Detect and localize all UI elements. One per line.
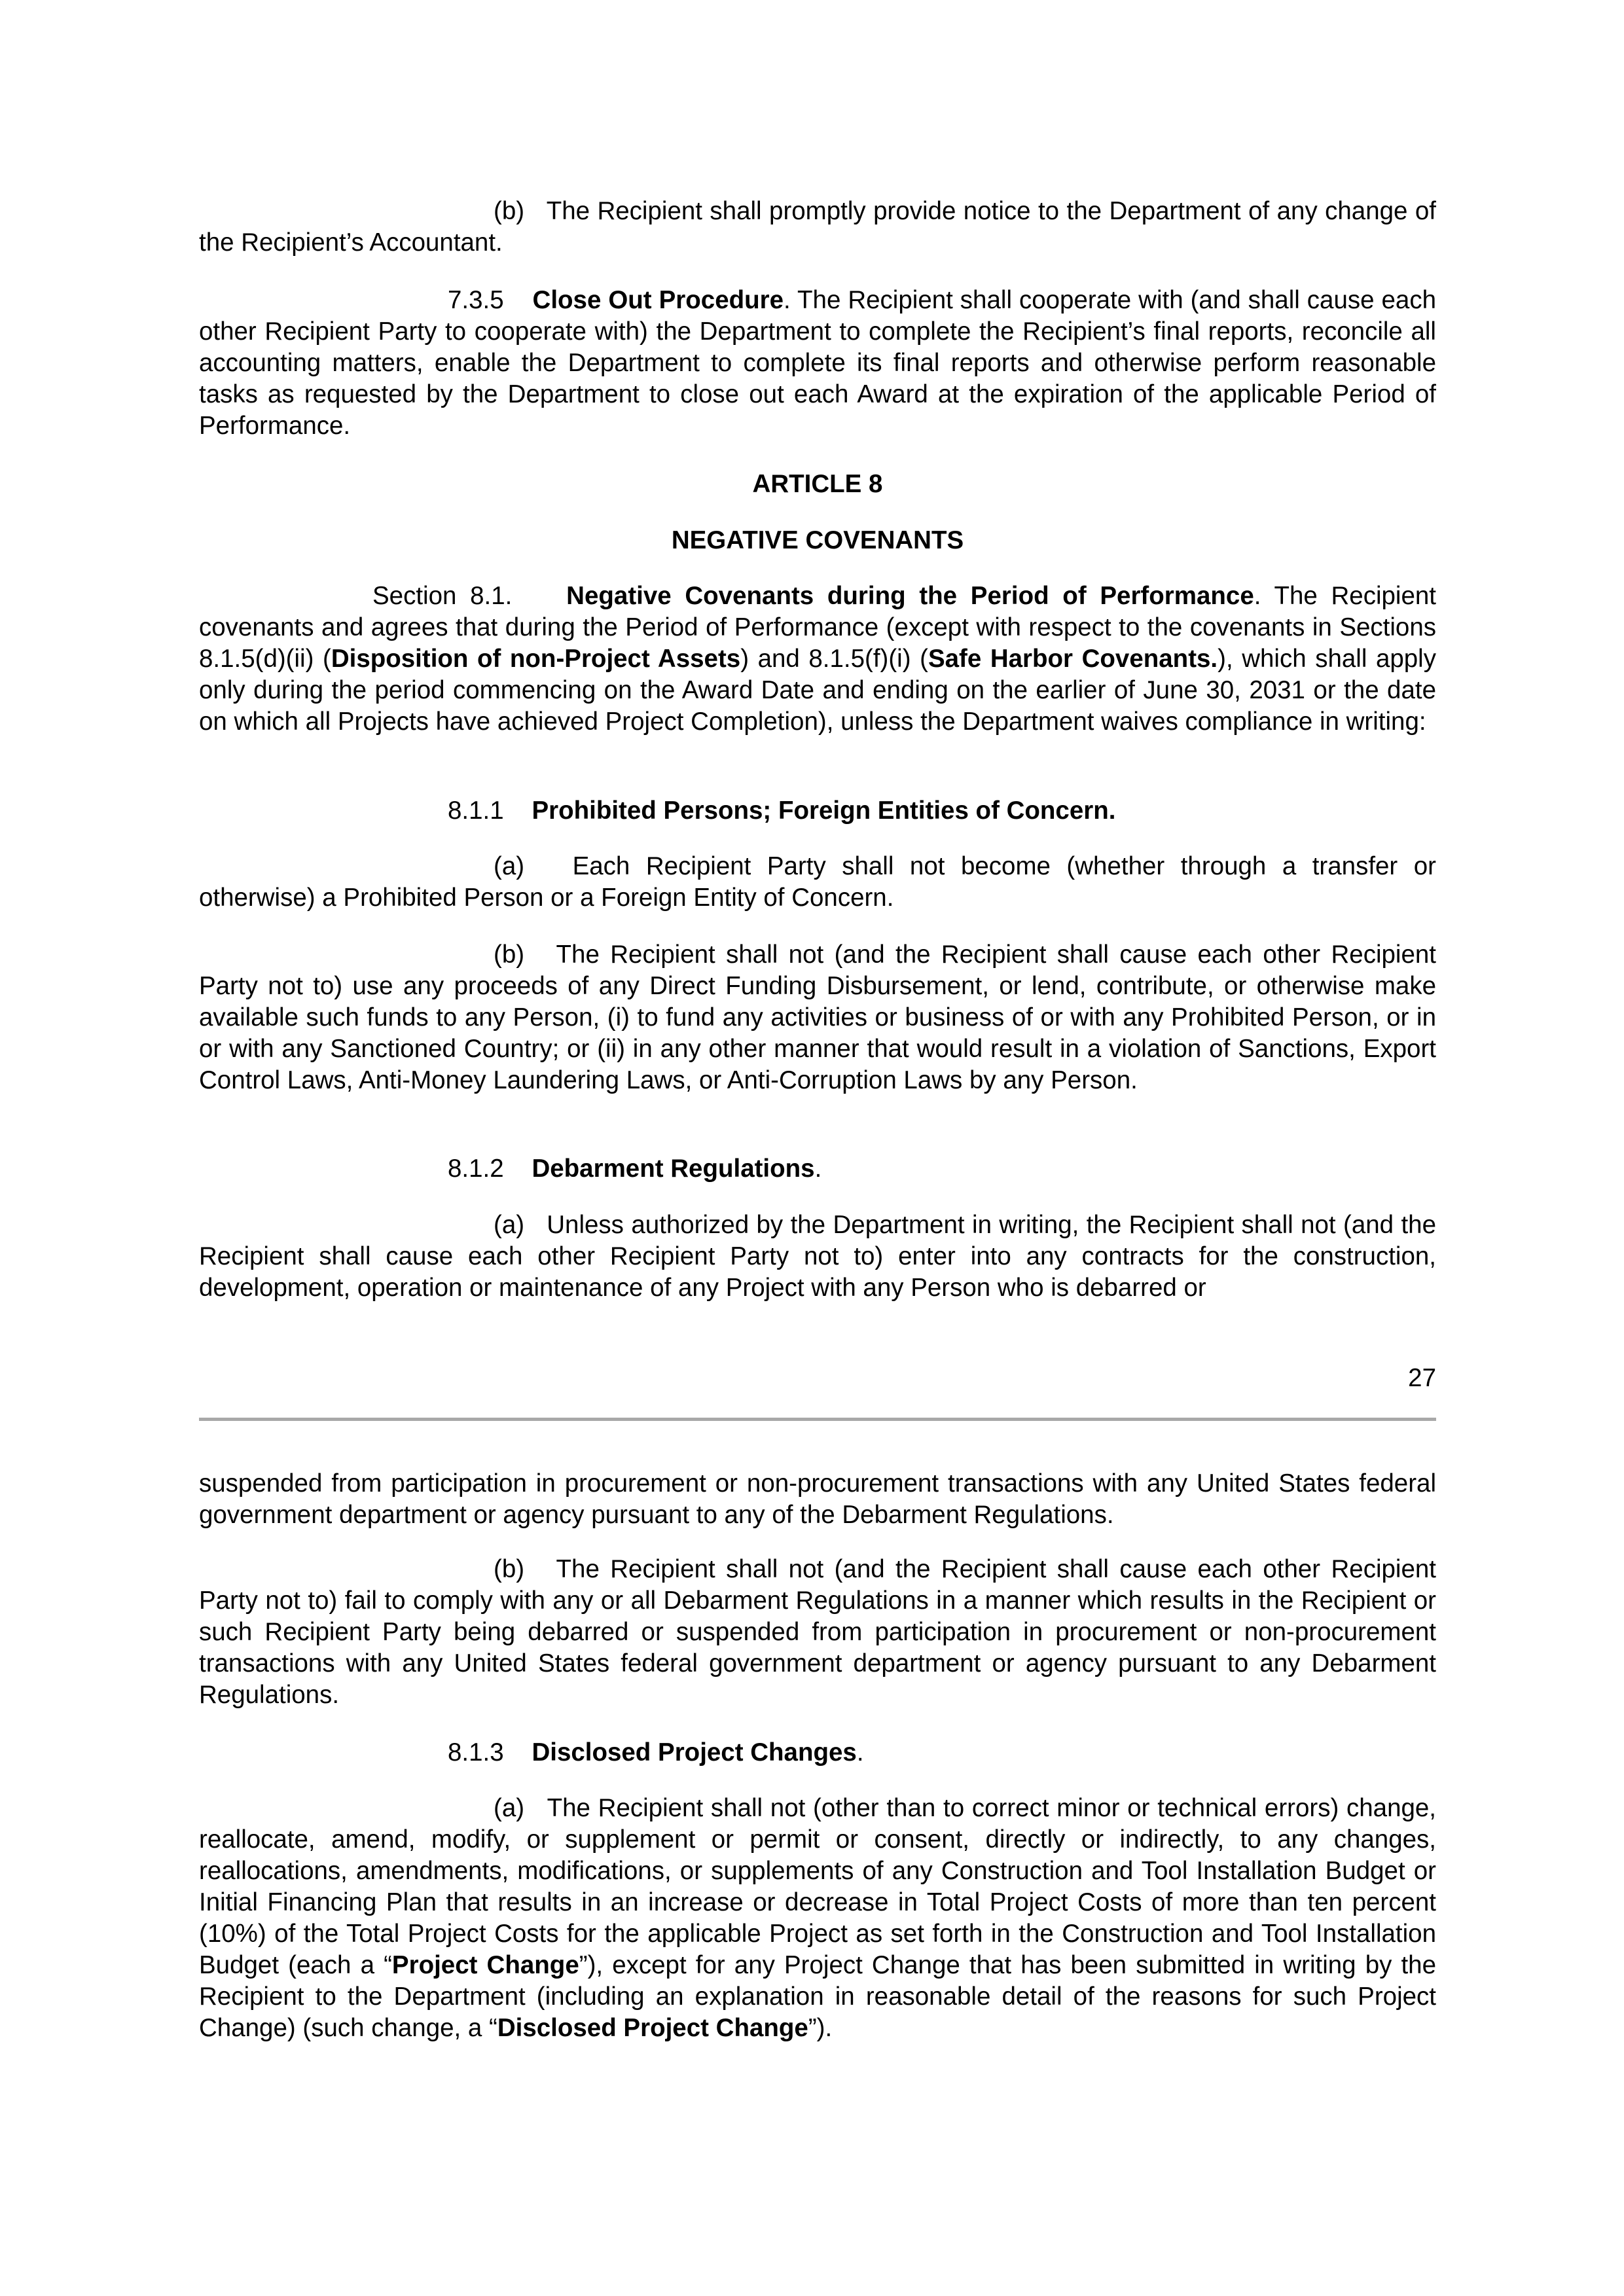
section-title: Close Out Procedure — [532, 286, 784, 314]
paragraph-8-1-2-a — [199, 1210, 1436, 1304]
paragraph-8-1-1-a — [199, 851, 1436, 914]
article-heading: ARTICLE 8 — [752, 470, 883, 498]
heading-8-1-2 — [199, 1153, 1436, 1185]
section-bold-1: Disposition of non-Project Assets — [331, 645, 741, 673]
paragraph-8-1-2-b — [199, 1554, 1436, 1711]
clause-text: Unless authorized by the Department in writing, the Recipient shall not (and the Recipient shall cause each other Recipient Party not to) enter into any contracts for the construction, development, operation or maintenance of any Project with any Person who is debarred or — [199, 1211, 1436, 1302]
section-bold-2: Safe Harbor Covenants. — [928, 645, 1218, 673]
section-text-part-1: . The Recipient covenants and agrees that during the Period of Performance (except with respect to the covenants in Sections 8.1.5(d)(ii) ( — [199, 582, 1436, 673]
section-text: . The Recipient shall cooperate with (and shall cause each other Recipient Party to cooperate with) the Department to complete the Recipient’s final reports, reconcile all accounting matters, enable the Department to complete its final reports and otherwise perform reasonable tasks as requested by the Department to close out each Award at the expiration of the applicable Period of Performance. — [199, 286, 1436, 440]
section-number: 8.1.1 — [448, 797, 504, 825]
section-title: Prohibited Persons; Foreign Entities of Concern. — [532, 797, 1116, 825]
paragraph-7-3-4-b — [199, 196, 1436, 259]
clause-text: Each Recipient Party shall not become (whether through a transfer or otherwise) a Prohibited Person or a Foreign Entity of Concern. — [199, 852, 1436, 912]
section-title: Debarment Regulations — [532, 1155, 815, 1183]
section-number: 8.1.3 — [448, 1738, 504, 1767]
clause-text-part-3: ”). — [808, 2014, 833, 2042]
section-text-part-2: ) and 8.1.5(f)(i) ( — [740, 645, 928, 673]
clause-label: (b) — [494, 197, 525, 225]
heading-8-1-3 — [199, 1737, 1436, 1768]
paragraph-8-1-1-b — [199, 939, 1436, 1096]
paragraph-7-3-5 — [199, 285, 1436, 442]
paragraph-continuation: suspended from participation in procurement or non-procurement transactions with any United States federal government department or agency pursuant to any of the Debarment Regulations. — [199, 1469, 1436, 1529]
clause-label: (b) — [494, 941, 525, 969]
section-number: 7.3.5 — [448, 286, 504, 314]
clause-text: The Recipient shall not (and the Recipient shall cause each other Recipient Party not to) fail to comply with any or all Debarment Regulations in a manner which results in the Recipient or such Recipient Party being debarred or suspended from participation in procurement or non-procurement transactions with any United States federal government department or agency pursuant to any Debarment Regulations. — [199, 1555, 1436, 1709]
paragraph-section-8-1 — [199, 581, 1436, 738]
defined-term-disclosed-project-change: Disclosed Project Change — [497, 2014, 808, 2042]
heading-8-1-1 — [199, 795, 1436, 827]
clause-label: (a) — [494, 852, 525, 880]
clause-text: The Recipient shall promptly provide notice to the Department of any change of the Recipient’s Accountant. — [199, 197, 1436, 257]
article-title: NEGATIVE COVENANTS — [671, 526, 964, 554]
section-title-period: . — [856, 1738, 864, 1767]
clause-label: (a) — [494, 1794, 525, 1822]
section-number: 8.1.2 — [448, 1155, 504, 1183]
clause-label: (b) — [494, 1555, 525, 1583]
page-separator — [199, 1418, 1436, 1421]
section-number: Section 8.1. — [372, 582, 513, 610]
clause-text: The Recipient shall not (and the Recipient shall cause each other Recipient Party not to) use any proceeds of any Direct Funding Disbursement, or lend, contribute, or otherwise make available such funds to any Person, (i) to fund any activities or business of or with any Prohibited Person, or in or with any Sanctioned Country; or (ii) in any other manner that would result in a violation of Sanctions, Export Control Laws, Anti-Money Laundering Laws, or Anti-Corruption Laws by any Person. — [199, 941, 1436, 1094]
section-title: Negative Covenants during the Period of Performance — [566, 582, 1254, 610]
paragraph-8-1-3-a — [199, 1793, 1436, 2044]
section-text-part-3: ), which shall apply only during the period commencing on the Award Date and ending on the earlier of June 30, 2031 or the date on which all Projects have achieved Project Completion), unless the Department waives compliance in writing: — [199, 645, 1436, 736]
clause-text-part-2: ”), except for any Project Change that has been submitted in writing by the Recipient to the Department (including an explanation in reasonable detail of the reasons for such Project Change) (such change, a “ — [199, 1951, 1436, 2042]
section-title: Disclosed Project Changes — [532, 1738, 857, 1767]
clause-label: (a) — [494, 1211, 525, 1239]
page-number: 27 — [1408, 1364, 1436, 1392]
defined-term-project-change: Project Change — [391, 1951, 579, 1979]
clause-text-part-1: The Recipient shall not (other than to correct minor or technical errors) change, reallocate, amend, modify, or supplement or permit or consent, directly or indirectly, to any changes, reallocations, amendments, modifications, or supplements of any Construction and Tool Installation Budget or Initial Financing Plan that results in an increase or decrease in Total Project Costs of more than ten percent (10%) of the Total Project Costs for the applicable Project as set forth in the Construction and Tool Installation Budget (each a “ — [199, 1794, 1436, 1979]
section-title-period: . — [814, 1155, 822, 1183]
